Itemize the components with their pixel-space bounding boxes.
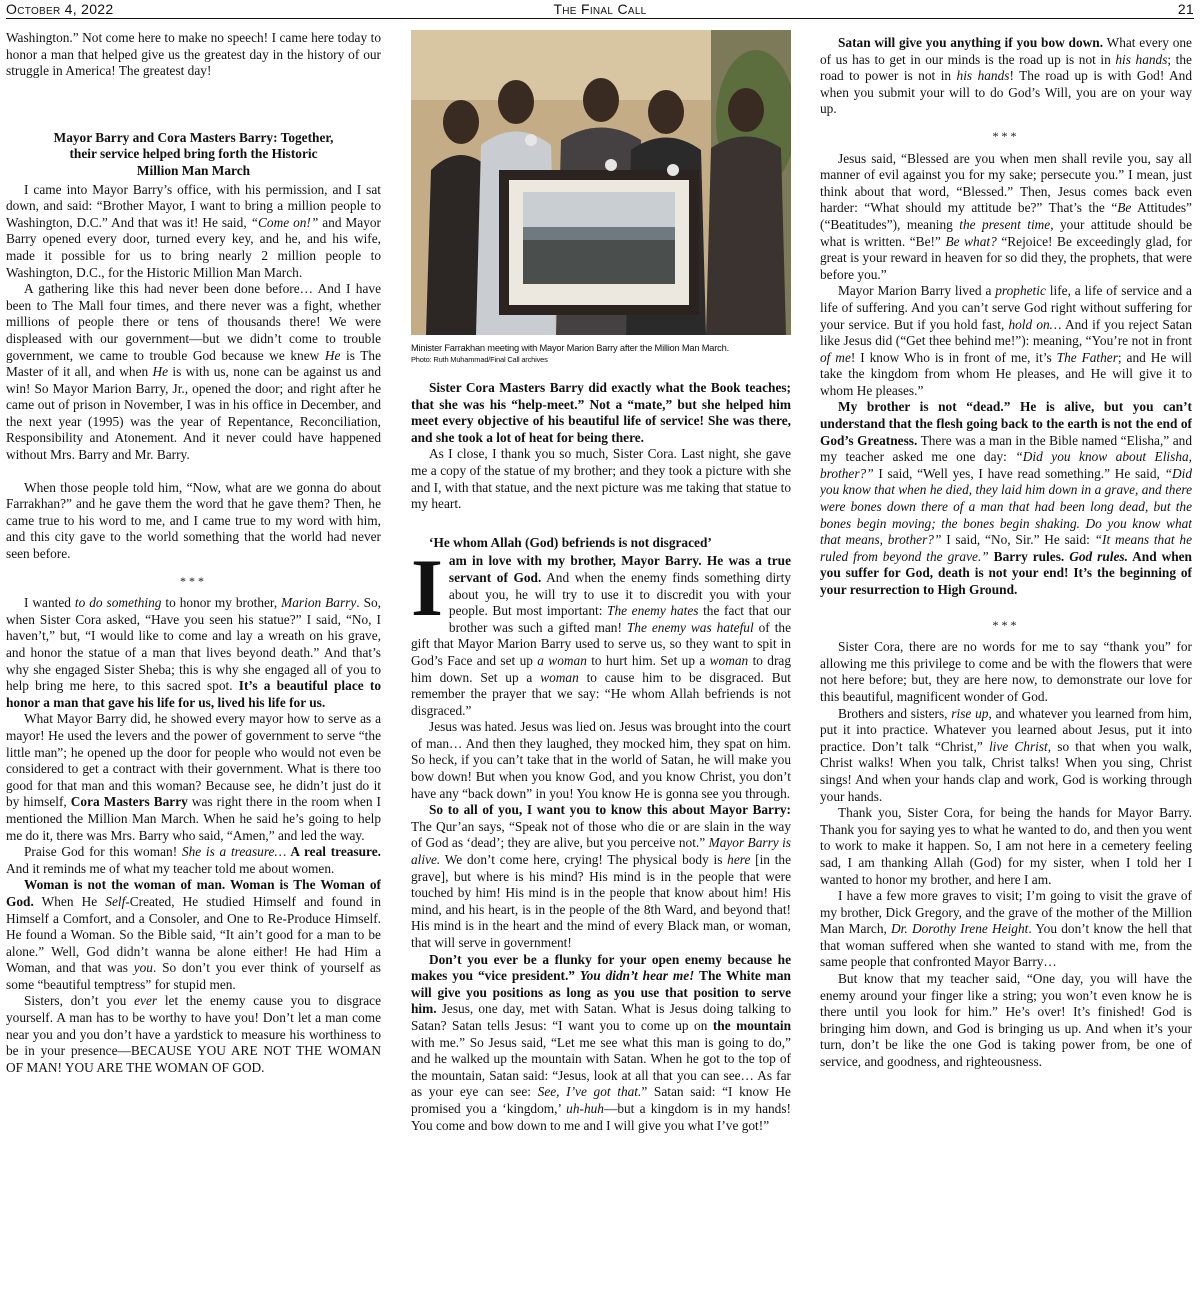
paragraph: But know that my teacher said, “One day, you will have the enemy around your finger like a string; you won’t even know he is there until you look for him.” He’s over! It’s finished! God is bringing him down, and God is bringing us up. And when it’s your turn, don’t be like the one God is taking power from, be one of service, and goodness, and righteousness. xyxy=(820,971,1192,1070)
issue-date: October 4, 2022 xyxy=(6,1,114,17)
subheading: Mayor Barry and Cora Masters Barry: Together, their service helped bring forth the Historic Million Man March xyxy=(53,129,334,178)
section-divider: *** xyxy=(180,573,207,588)
column-1 xyxy=(6,30,381,1294)
paragraph: As I close, I thank you so much, Sister Cora. Last night, she gave me a copy of the statue of my brother; and they took a picture with she and I, with that statue, and the next picture was me taking that statue to my heart. xyxy=(411,446,791,512)
drop-cap: I xyxy=(411,542,443,634)
section-divider: *** xyxy=(992,617,1020,632)
subheading: ‘He whom Allah (God) befriends is not disgraced’ xyxy=(429,534,712,550)
paragraph: So to all of you, I want you to know this about Mayor Barry: The Qur’an says, “Speak not of those who die or are slain in the way of God as ‘dead’; they are alive, but you perceive not.” Mayor Barry is alive. We don’t come here, crying! The physical body is here [in the grave], but where is his mind? His mind is in the people that were touched by him! His mind is in the people that know about him! His mind, and his heart, is in the people of the 8th Ward, and beyond that! His mind is in the heart and the mind of every Black man, or woman, that will serve in government! xyxy=(411,802,791,950)
paragraph: Satan will give you anything if you bow down. What every one of us has to get in our minds is the road up is not in his hands; the road to power is not in his hands! The road up is with God! And when you submit your will to do God’s Will, you are on your way up. xyxy=(820,35,1192,117)
paragraph: I came into Mayor Barry’s office, with his permission, and I sat down, and said: “Brother Mayor, I want to bring a million people to Washington, D.C.” And that was it! He said, “Come on!” and Mayor Barry opened every door, turned every key, and he, and his wife, made it possible for us to bring nearly 2 million people to Washington, D.C., for the Historic Million Man March. xyxy=(6,181,381,280)
paragraph: Sister Cora Masters Barry did exactly what the Book teaches; that she was his “help-meet.” Not a “mate,” but she helped him meet every objective of his beautiful life of service! She was there, and she took a lot of heat for being there. xyxy=(411,380,791,445)
paragraph: My brother is not “dead.” He is alive, but you can’t understand that the flesh going back to the earth is not the end of God’s Greatness. There was a man in the Bible named “Elisha,” and my teacher asked me one day: “Did you know about Elisha, brother?” I said, “Well yes, I have read something.” He said, “Did you know that when he died, they laid him down in a grave, and there were bones down there of a man that had been long dead, but the bones begin moving; the bones begin shaking. Do you know what that means, brother?” I said, “No, Sir.” He said: “It means that he ruled from beyond the grave.” Barry rules. God rules. And when you suffer for God, death is not your end! It’s the beginning of your resurrection to High Ground. xyxy=(820,399,1192,597)
paragraph: Praise God for this woman! She is a treasure… A real treasure. And it reminds me of what my teacher told me about women. xyxy=(6,844,381,876)
news-photo xyxy=(411,30,791,335)
paragraph: Don’t you ever be a flunky for your open enemy because he makes you “vice president.” You didn’t hear me! The White man will give you positions as long as you use that position to serve him. Jesus, one day, met with Satan. What is Jesus doing talking to Satan? Satan tells Jesus: “I want you to come up on the mountain with me.” So Jesus said, “Let me see what this man is going to do,” and he walked up the mountain with Satan. When he got to the top of the mountain, Satan said: “Jesus, look at all that you can see… As far as your eye can see: See, I’ve got that.” Satan said: “I know He promised you a ‘kingdom,’ uh-huh—but a kingdom is in my hands! You come and bow down to me and I will give you what I’ve got!” xyxy=(411,951,791,1133)
paragraph: Jesus was hated. Jesus was lied on. Jesus was brought into the court of man… And then they laughed, they mocked him, they spat on him. So heck, if you can’t take that in the world of Satan, he will make you bow down! But when you know God, and you know Christ, you don’t have any “back down” in you! You know He is gonna see you through. xyxy=(411,719,791,801)
paragraph: Brothers and sisters, rise up, and whatever you learned from him, put it into practice. Whatever you learned about Jesus, put it into practice. Don’t talk “Christ,” live Christ, so that when you walk, Christ walks! When you talk, Christ talks! When you sing, Christ sings! And when your hands clap and work, God is working through your hands. xyxy=(820,705,1192,804)
paragraph: Washington.” Not come here to make no speech! I came here today to honor a man that helped give us the greatest day in the history of our struggle in America! The greatest day! xyxy=(6,30,381,79)
paragraph: Woman is not the woman of man. Woman is The Woman of God. When He Self-Created, He studied Himself and found in Himself a Comfort, and a Consoler, and One to Re-Produce Himself. He found a Woman. So the Bible said, “It ain’t good for a man to be alone.” Well, God didn’t wanna be alone either! He had Him a Woman, and that was you. So don’t you ever think of yourself as some “beautiful temptress” for stupid men. xyxy=(6,877,381,992)
paragraph: Iam in love with my brother, Mayor Barry. He was a true servant of God. And when the enemy finds something dirty about you, he will try to use it to discredit you with your people. But most important: The enemy hates the fact that our brother was such a gifted man! The enemy was hateful of the gift that Mayor Marion Barry used to serve us, so they want to spit in God’s Face and set up a woman to hurt him. Set up a woman to drag him down. Set up a woman to cause him to be disgraced. But remember the prayer that we say: “He whom Allah befriends is not disgraced.” xyxy=(411,542,791,718)
paragraph: Jesus said, “Blessed are you when men shall revile you, say all manner of evil against you for my sake; persecute you.” I mean, just think about that word, “Blessed.” Then, Jesus comes back even harder: “What should my attitude be?” That’s the “Be Attitudes” (“Beatitudes”), meaning the present time, your attitude should be what is written. “Be!” Be what? “Rejoice! Be exceedingly glad, for great is your reward in heaven for so did they, the prophets, that were before you.” xyxy=(820,150,1192,282)
paragraph: I have a few more graves to visit; I’m going to visit the grave of my brother, Dick Gregory, and the grave of the mother of the Million Man March, Dr. Dorothy Irene Height. You don’t know the hell that that woman suffered when she wanted to stand with me, from the same people that confronted Mayor Barry… xyxy=(820,888,1192,970)
paragraph: A gathering like this had never been done before… And I have been to The Mall four times, and there never was a fight, whether millions of people there or tens of thousands there! We were displeased with our government—but we didn’t come to trouble government, we came to trouble God because we knew He is The Master of it all, and when He is with us, none can be against us and win! So Mayor Marion Barry, Jr., opened the door; and right after he came out of prison in November, I was in his office in December, and the next year (1995) was the year of Repentance, Reconciliation, Responsibility and Atonement. And it never could have happened without Mrs. Barry and Mr. Barry. xyxy=(6,281,381,463)
publication-name: The Final Call xyxy=(553,1,647,17)
paragraph: What Mayor Barry did, he showed every mayor how to serve as a mayor! He used the levers and the power of government to serve “the little man”; he opened up the door for people who would not even be considered to get a contract with their government. What is there too good for that man and this woman? Because see, he didn’t just do it by himself, Cora Masters Barry was right there in the room when I mentioned the Million Man March. When he said he’s going to help me do it, there was Mrs. Barry who said, “Amen,” and led the way. xyxy=(6,711,381,843)
section-divider: *** xyxy=(992,128,1020,143)
photo-credit: Photo: Ruth Muhammad/Final Call archives xyxy=(411,355,548,364)
paragraph: I wanted to do something to honor my brother, Marion Barry. So, when Sister Cora asked, “Have you seen his statue?” I said, “No, I haven’t,” but, “I would like to come and lay a wreath on his grave, and honor the statue of a man that lives beyond death.” And that’s why she engaged Sister Sheba; this is why she engaged all of you to help bring me here, to this sacred spot. It’s a beautiful place to honor a man that gave his life for us, lived his life for us. xyxy=(6,595,381,710)
column-3 xyxy=(820,35,1192,1294)
paragraph: Sister Cora, there are no words for me to say “thank you” for allowing me this privilege to come and be with the flowers that were not here before; but, they are here now, to demonstrate our love for this beautiful, magnificent wonder of God. xyxy=(820,639,1192,704)
paragraph: Thank you, Sister Cora, for being the hands for Mayor Barry. Thank you for saying yes to what he wanted to do, and then you went to work to make it happen. So, I am not here in a cemetery feeling sad, I am thanking Allah (God) for my sister, when I told her I wanted to honor my brother, and here I am. xyxy=(820,805,1192,887)
paragraph: Sisters, don’t you ever let the enemy cause you to disgrace yourself. A man has to be worthy to have you! Don’t let a man come near you and you don’t have a yardstick to measure his worthiness to be in your presence—BECAUSE YOU ARE NOT THE WOMAN OF MAN! YOU ARE THE WOMAN OF GOD. xyxy=(6,993,381,1075)
page-header xyxy=(6,0,1194,19)
paragraph: Mayor Marion Barry lived a prophetic life, a life of service and a life of suffering. And you can’t serve God right without suffering for your service. But if you hold fast, hold on… And if you reject Satan like Jesus did (“Get thee behind me!”): meaning, “You’re not in front of me! I know Who is in front of me, it’s The Father; and He will take the kingdom from whom He pleases, and He will give it to whom He pleases.” xyxy=(820,283,1192,398)
photo-caption: Minister Farrakhan meeting with Mayor Marion Barry after the Million Man March. Photo: Ruth Muhammad/Final Call archives xyxy=(411,343,791,365)
photo-illustration xyxy=(411,30,791,335)
paragraph: When those people told him, “Now, what are we gonna do about Farrakhan?” and he gave them the word that he gave them? Then, he came true to his word to me, and I came true to my word with him, and this city gave to the world something that the world had never seen before. xyxy=(6,479,381,562)
page-number: 21 xyxy=(1177,1,1194,17)
column-2 xyxy=(411,30,791,1294)
